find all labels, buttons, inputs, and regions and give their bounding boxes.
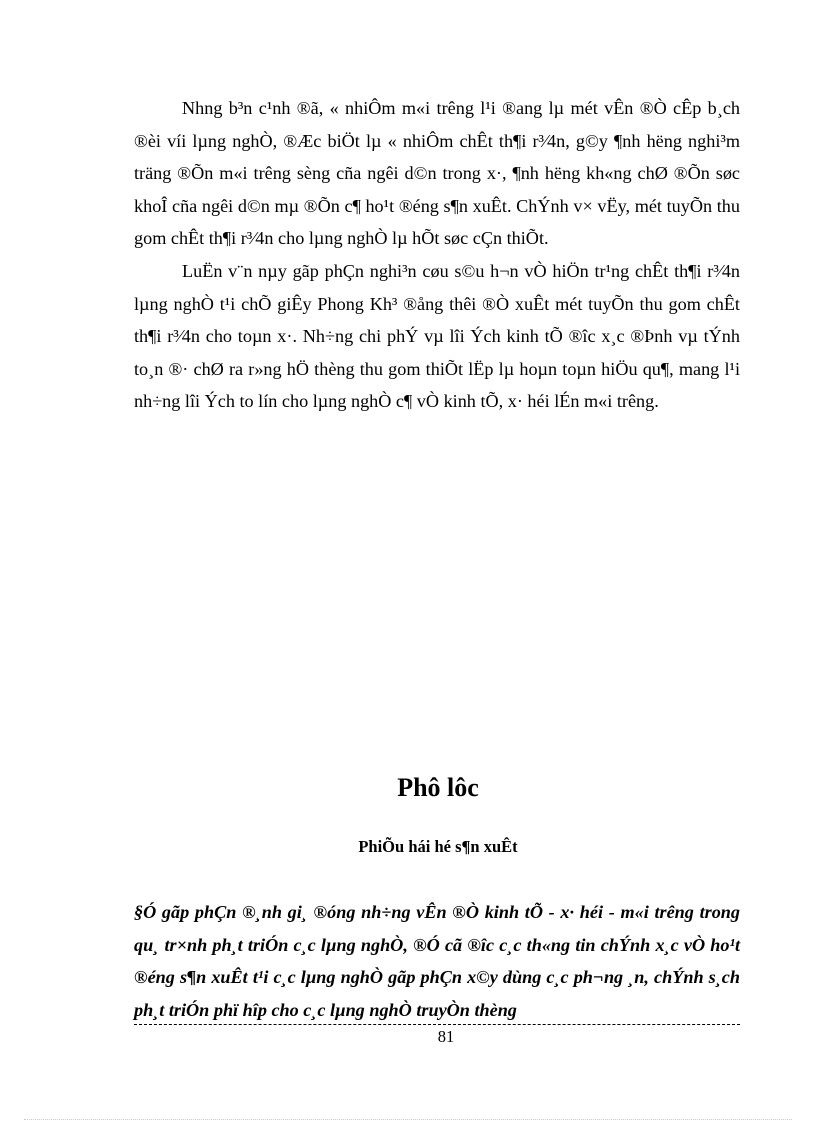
body-paragraph-1: Nhng b³n c¹nh ®ã, « nhiÔm m«i trêng l¹i ®ang lµ mét vÊn ®Ò cÊp b¸ch ®èi víi lµng nghÒ, ®Æc biÖt lµ « nhiÔm chÊt th¶i r³⁄4n, g©y ¶nh hëng nghi³m träng ®Õn m«i trêng sèng cña ngêi d©n trong x·, ¶nh hëng kh«ng chØ ®Õn søc khoÎ cña ngêi d©n mµ ®Õn c¶ ho¹t ®éng s¶n xuÊt. ChÝnh v× vËy, mét tuyÕn thu gom chÊt th¶i r³⁄4n cho lµng nghÒ lµ hÕt søc cÇn thiÕt. bbox=[134, 98, 740, 249]
footer-divider bbox=[134, 1024, 740, 1025]
body-paragraph-2: LuËn v¨n nµy gãp phÇn nghi³n cøu s©u h¬n vÒ hiÖn tr¹ng chÊt th¶i r³⁄4n lµng nghÒ t¹i chÕ giÊy Phong Kh³ ®ång thêi ®Ò xuÊt mét tuyÕn thu gom chÊt th¶i r³⁄4n cho toµn x·. Nh÷ng chi phÝ vµ lîi Ých kinh tÕ ®îc x¸c ®Þnh vµ tÝnh to¸n ®· chØ ra r»ng hÖ thèng thu gom thiÕt lËp lµ hoµn toµn hiÖu qu¶, mang l¹i nh÷ng lîi Ých to lín cho lµng nghÒ c¶ vÒ kinh tÕ, x· héi lÉn m«i trêng. bbox=[134, 261, 740, 412]
page-number: 81 bbox=[437, 1027, 455, 1046]
appendix-title: Phô lôc bbox=[397, 773, 479, 802]
appendix-intro-text: §Ó gãp phÇn ®¸nh gi¸ ®óng nh÷ng vÊn ®Ò kinh tÕ - x· héi - m«i trêng trong qu¸ tr×nh ph¸t triÓn c¸c lµng nghÒ, ®Ó cã ®îc c¸c th«ng tin chÝnh x¸c vÒ ho¹t ®éng s¶n xuÊt t¹i c¸c lµng nghÒ gãp phÇn x©y dùng c¸c ph¬ng ¸n, chÝnh s¸ch ph¸t triÓn phï hîp cho c¸c lµng nghÒ truyÒn thèng bbox=[134, 902, 740, 1020]
page-border-line bbox=[24, 1119, 792, 1120]
appendix-subtitle: PhiÕu hái hé s¶n xuÊt bbox=[358, 837, 518, 856]
